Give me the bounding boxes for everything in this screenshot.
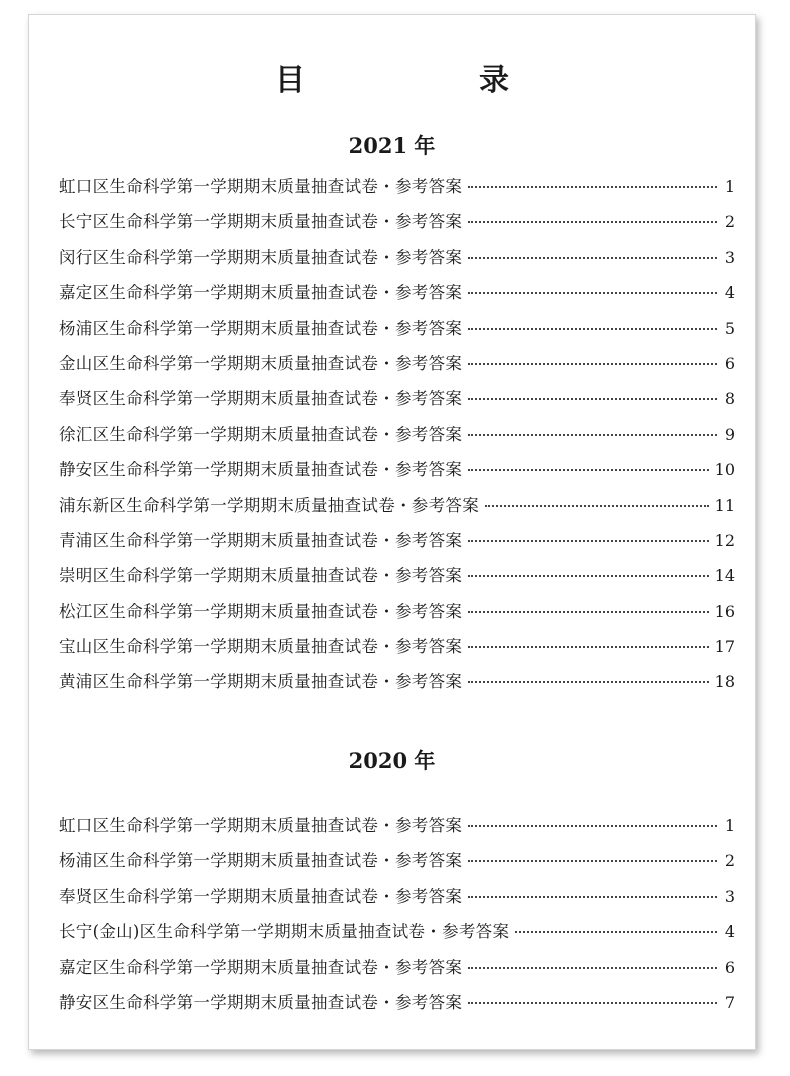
toc-entry[interactable]	[59, 921, 735, 956]
dot-leader	[468, 967, 717, 969]
dot-leader	[468, 860, 717, 862]
toc-entry[interactable]	[59, 211, 735, 246]
page-number: 14	[714, 566, 735, 586]
dot-leader	[468, 646, 708, 648]
entry-title: 松江区生命科学第一学期期末质量抽查试卷・参考答案	[59, 601, 463, 621]
page-number: 5	[724, 318, 735, 338]
page-number: 1	[724, 816, 735, 835]
dot-leader	[468, 363, 717, 365]
toc-entry[interactable]	[59, 424, 735, 459]
page-number: 18	[714, 672, 735, 692]
toc-entry[interactable]	[59, 601, 735, 636]
dot-leader	[468, 1002, 717, 1004]
entry-title: 黄浦区生命科学第一学期期末质量抽查试卷・参考答案	[59, 672, 463, 692]
entry-title: 静安区生命科学第一学期期末质量抽查试卷・参考答案	[59, 460, 463, 480]
page-number: 12	[714, 530, 735, 550]
toc-entry[interactable]	[59, 530, 735, 565]
page-number: 3	[724, 886, 735, 906]
dot-leader	[468, 681, 708, 683]
page-number: 9	[724, 424, 735, 444]
page-title: 目 录	[275, 63, 581, 98]
toc-entry[interactable]	[59, 992, 735, 1027]
toc-entry[interactable]	[59, 671, 735, 706]
entry-title: 虹口区生命科学第一学期期末质量抽查试卷・参考答案	[59, 177, 463, 196]
dot-leader	[468, 257, 717, 259]
page-number: 16	[714, 601, 735, 621]
dot-leader	[468, 469, 708, 471]
page-number: 10	[714, 460, 735, 480]
entry-title: 嘉定区生命科学第一学期期末质量抽查试卷・参考答案	[59, 283, 463, 303]
dot-leader	[468, 540, 708, 542]
dot-leader	[485, 505, 709, 507]
page-number: 11	[714, 495, 735, 515]
dot-leader	[468, 434, 717, 436]
dot-leader	[468, 825, 717, 827]
entry-title: 徐汇区生命科学第一学期期末质量抽查试卷・参考答案	[59, 424, 463, 444]
dot-leader	[468, 221, 717, 223]
entry-title: 崇明区生命科学第一学期期末质量抽查试卷・参考答案	[59, 566, 463, 586]
toc-entry[interactable]	[59, 886, 735, 921]
dot-leader	[468, 611, 708, 613]
year-heading-2021: 2021 年	[348, 133, 436, 158]
dot-leader	[468, 575, 708, 577]
page-number: 1	[724, 177, 735, 196]
toc-entry[interactable]	[59, 247, 735, 282]
entry-title: 静安区生命科学第一学期期末质量抽查试卷・参考答案	[59, 992, 463, 1012]
entry-title: 奉贤区生命科学第一学期期末质量抽查试卷・参考答案	[59, 389, 463, 409]
page-number: 3	[724, 247, 735, 267]
entry-title: 浦东新区生命科学第一学期期末质量抽查试卷・参考答案	[59, 495, 479, 515]
document-page	[28, 14, 756, 1050]
toc-entry[interactable]	[59, 282, 735, 317]
toc-entry[interactable]	[59, 318, 735, 353]
toc-entry[interactable]	[59, 957, 735, 992]
dot-leader	[515, 931, 717, 933]
page-number: 17	[714, 637, 735, 657]
toc-entry[interactable]	[59, 353, 735, 388]
toc-list-2020	[59, 815, 735, 1027]
page-number: 4	[724, 922, 735, 942]
toc-entry[interactable]	[59, 459, 735, 494]
entry-title: 金山区生命科学第一学期期末质量抽查试卷・参考答案	[59, 353, 463, 373]
page-number: 6	[724, 957, 735, 977]
entry-title: 嘉定区生命科学第一学期期末质量抽查试卷・参考答案	[59, 957, 463, 977]
dot-leader	[468, 292, 717, 294]
entry-title: 闵行区生命科学第一学期期末质量抽查试卷・参考答案	[59, 247, 463, 267]
entry-title: 杨浦区生命科学第一学期期末质量抽查试卷・参考答案	[59, 851, 463, 871]
entry-title: 奉贤区生命科学第一学期期末质量抽查试卷・参考答案	[59, 886, 463, 906]
dot-leader	[468, 328, 717, 330]
page-number: 7	[724, 992, 735, 1012]
entry-title: 虹口区生命科学第一学期期末质量抽查试卷・参考答案	[59, 816, 463, 835]
toc-entry[interactable]	[59, 495, 735, 530]
year-heading-2020: 2020 年	[348, 748, 436, 773]
entry-title: 宝山区生命科学第一学期期末质量抽查试卷・参考答案	[59, 637, 463, 657]
toc-entry[interactable]	[59, 388, 735, 423]
page-number: 4	[724, 283, 735, 303]
entry-title: 长宁(金山)区生命科学第一学期期末质量抽查试卷・参考答案	[59, 922, 510, 942]
toc-entry[interactable]	[59, 815, 735, 850]
page-number: 6	[724, 353, 735, 373]
page-number: 8	[724, 389, 735, 409]
dot-leader	[468, 896, 717, 898]
toc-entry[interactable]	[59, 176, 735, 211]
page-number: 2	[724, 851, 735, 871]
entry-title: 杨浦区生命科学第一学期期末质量抽查试卷・参考答案	[59, 318, 463, 338]
page-number: 2	[724, 212, 735, 232]
dot-leader	[468, 398, 717, 400]
toc-entry[interactable]	[59, 565, 735, 600]
toc-list-2021	[59, 176, 735, 707]
entry-title: 长宁区生命科学第一学期期末质量抽查试卷・参考答案	[59, 212, 463, 232]
toc-entry[interactable]	[59, 850, 735, 885]
dot-leader	[468, 186, 717, 188]
toc-entry[interactable]	[59, 636, 735, 671]
entry-title: 青浦区生命科学第一学期期末质量抽查试卷・参考答案	[59, 530, 463, 550]
